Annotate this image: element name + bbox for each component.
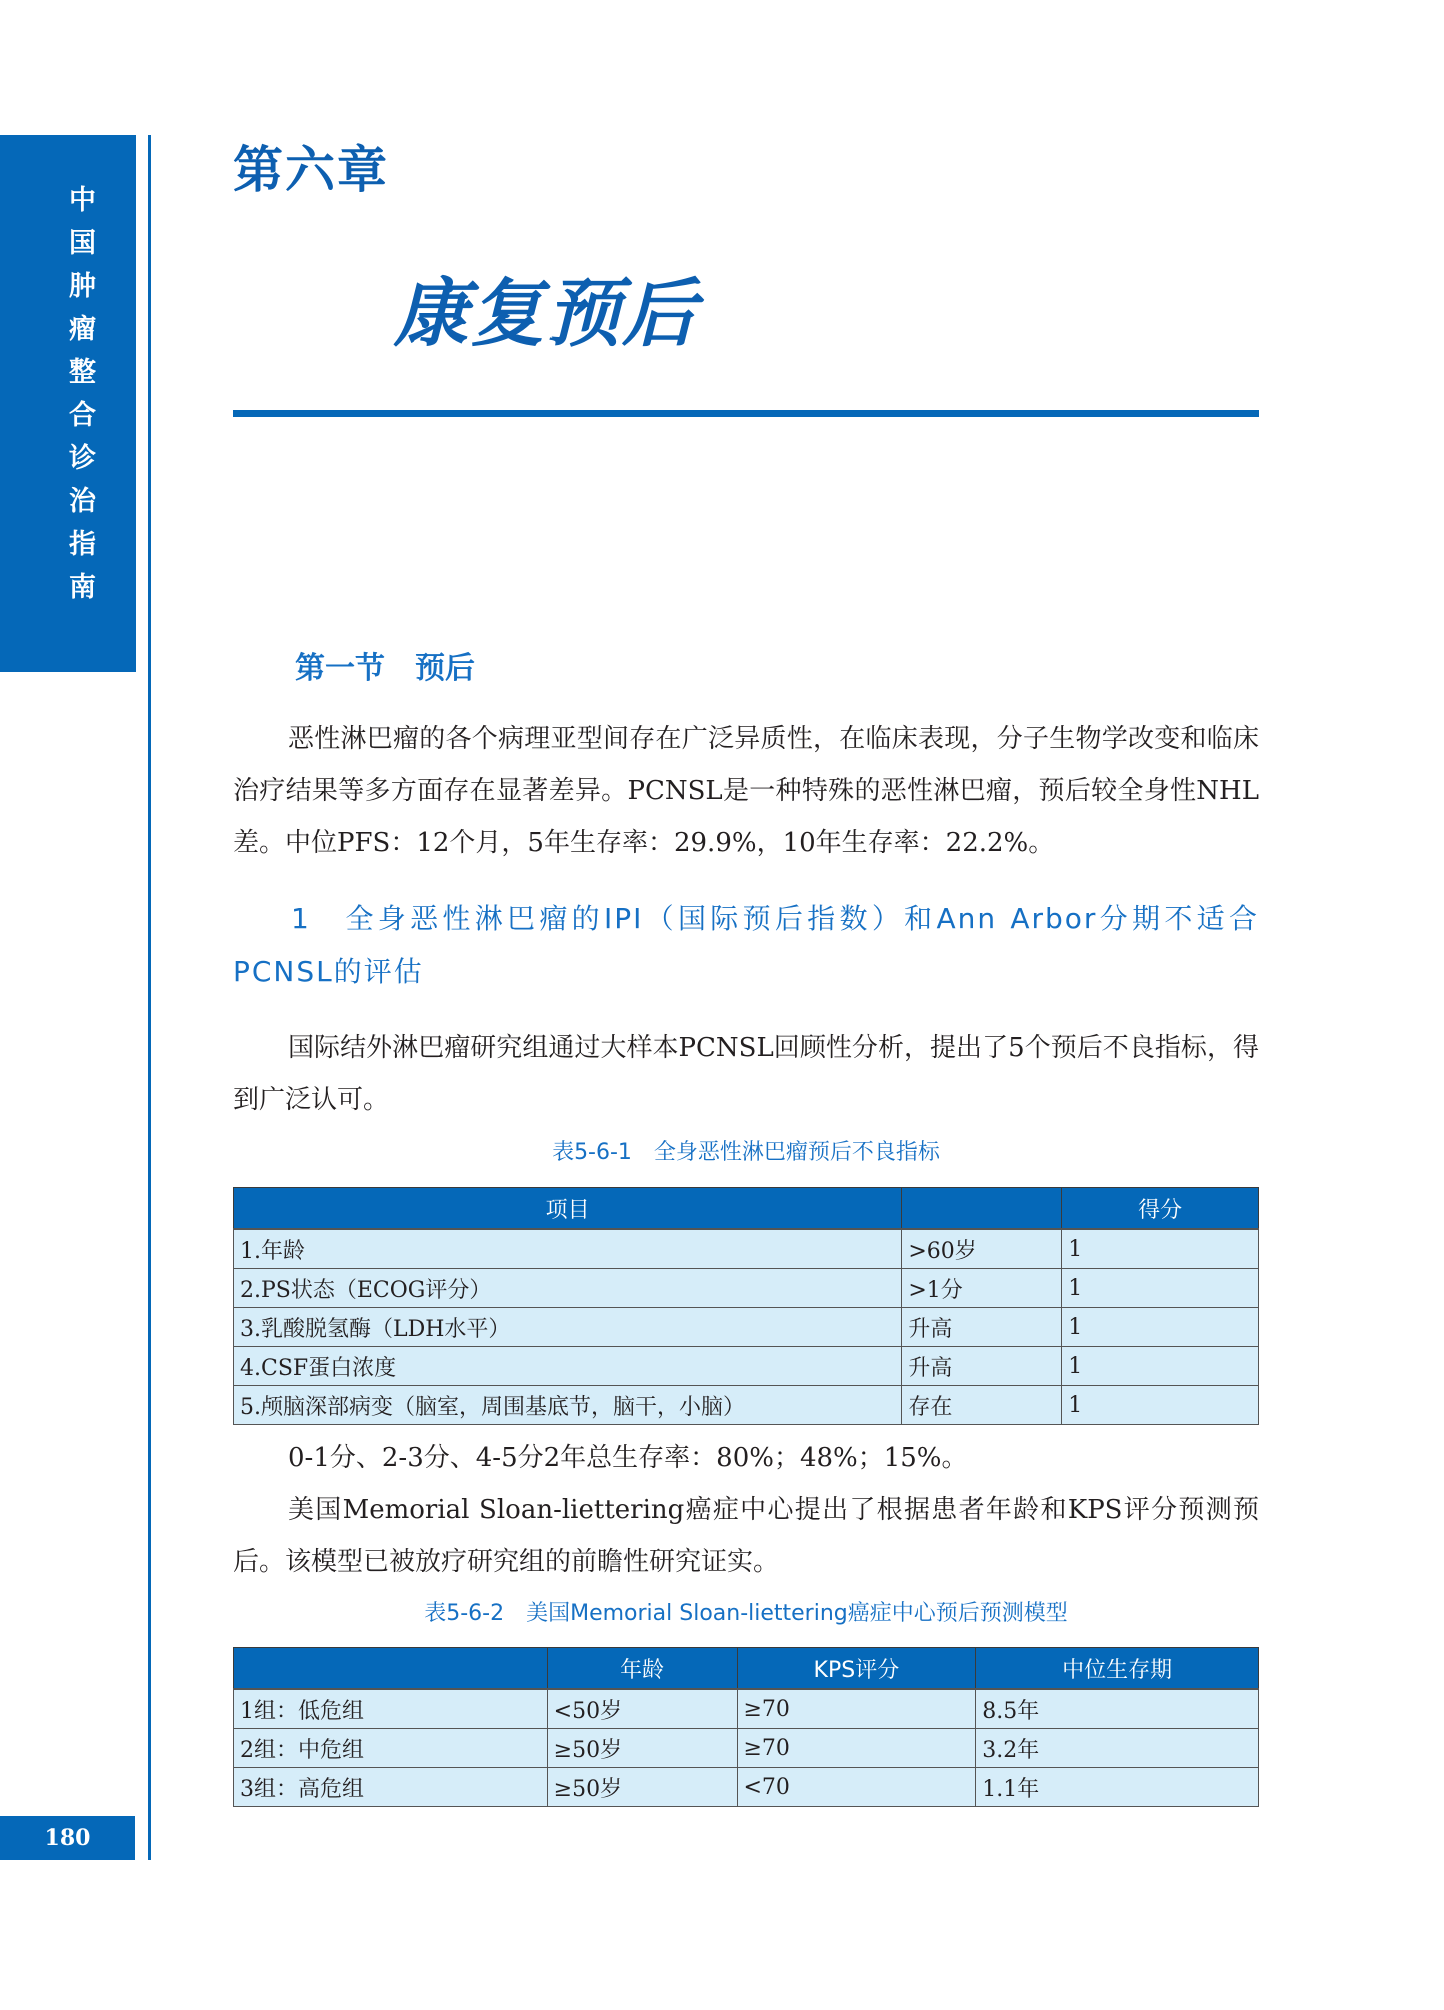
paragraph: 美国Memorial Sloan-liettering癌症中心提出了根据患者年龄和KPS评分预测预后。该模型已被放疗研究组的前瞻性研究证实。 xyxy=(233,1495,1259,1577)
cell: ≥70 xyxy=(737,1689,976,1729)
column-header: 项目 xyxy=(234,1188,902,1230)
cell: 升高 xyxy=(902,1347,1062,1386)
cell: 1 xyxy=(1062,1269,1259,1308)
page-number: 180 xyxy=(0,1816,135,1860)
cell: 1.1年 xyxy=(976,1768,1259,1807)
column-header xyxy=(234,1648,548,1690)
cell: 3.2年 xyxy=(976,1729,1259,1768)
cell: 1组：低危组 xyxy=(234,1689,548,1729)
table1 xyxy=(233,1187,1259,1425)
column-header: KPS评分 xyxy=(737,1648,976,1690)
table-row xyxy=(234,1729,1259,1768)
cell: 1.年龄 xyxy=(234,1229,902,1269)
cell: 2.PS状态（ECOG评分） xyxy=(234,1269,902,1308)
chapter-title: 康复预后 xyxy=(394,271,698,357)
column-header xyxy=(902,1188,1062,1230)
title-rule xyxy=(233,410,1259,417)
cell: <70 xyxy=(737,1768,976,1807)
paragraph: 0-1分、2-3分、4-5分2年总生存率：80%；48%；15%。 xyxy=(288,1443,968,1473)
table-header-row xyxy=(234,1648,1259,1690)
cell: <50岁 xyxy=(547,1689,737,1729)
table2 xyxy=(233,1647,1259,1807)
cell: ≥50岁 xyxy=(547,1729,737,1768)
table-header-row xyxy=(234,1188,1259,1230)
cell: 1 xyxy=(1062,1386,1259,1425)
table-row xyxy=(234,1386,1259,1425)
column-header: 中位生存期 xyxy=(976,1648,1259,1690)
column-header: 年龄 xyxy=(547,1648,737,1690)
table-row xyxy=(234,1689,1259,1729)
column-header: 得分 xyxy=(1062,1188,1259,1230)
table1-caption: 表5-6-1 全身恶性淋巴瘤预后不良指标 xyxy=(552,1140,940,1165)
book-title: 中国肿瘤整合诊治指南 xyxy=(64,185,95,615)
table-row xyxy=(234,1269,1259,1308)
section-title: 第一节 预后 xyxy=(295,651,475,686)
margin-line xyxy=(148,135,151,1860)
cell: 1 xyxy=(1062,1308,1259,1347)
table-row xyxy=(234,1768,1259,1807)
table-row xyxy=(234,1229,1259,1269)
cell: ≥70 xyxy=(737,1729,976,1768)
cell: >60岁 xyxy=(902,1229,1062,1269)
cell: 4.CSF蛋白浓度 xyxy=(234,1347,902,1386)
cell: 1 xyxy=(1062,1347,1259,1386)
cell: 3组：高危组 xyxy=(234,1768,548,1807)
cell: 存在 xyxy=(902,1386,1062,1425)
subheading: 1 全身恶性淋巴瘤的IPI（国际预后指数）和Ann Arbor分期不适合PCNSL的评估 xyxy=(233,902,1259,988)
cell: 1 xyxy=(1062,1229,1259,1269)
table-row xyxy=(234,1308,1259,1347)
cell: >1分 xyxy=(902,1269,1062,1308)
cell: 升高 xyxy=(902,1308,1062,1347)
table-row xyxy=(234,1347,1259,1386)
chapter-label: 第六章 xyxy=(233,141,389,199)
cell: 3.乳酸脱氢酶（LDH水平） xyxy=(234,1308,902,1347)
cell: 5.颅脑深部病变（脑室，周围基底节，脑干，小脑） xyxy=(234,1386,902,1425)
cell: ≥50岁 xyxy=(547,1768,737,1807)
cell: 8.5年 xyxy=(976,1689,1259,1729)
paragraph: 国际结外淋巴瘤研究组通过大样本PCNSL回顾性分析，提出了5个预后不良指标，得到广泛认可。 xyxy=(233,1033,1259,1115)
cell: 2组：中危组 xyxy=(234,1729,548,1768)
table2-caption: 表5-6-2 美国Memorial Sloan-liettering癌症中心预后预测模型 xyxy=(424,1601,1068,1626)
paragraph: 恶性淋巴瘤的各个病理亚型间存在广泛异质性，在临床表现，分子生物学改变和临床治疗结果等多方面存在显著差异。PCNSL是一种特殊的恶性淋巴瘤，预后较全身性NHL差。中位PFS：12个月，5年生存率：29.9%，10年生存率：22.2%。 xyxy=(233,724,1259,858)
